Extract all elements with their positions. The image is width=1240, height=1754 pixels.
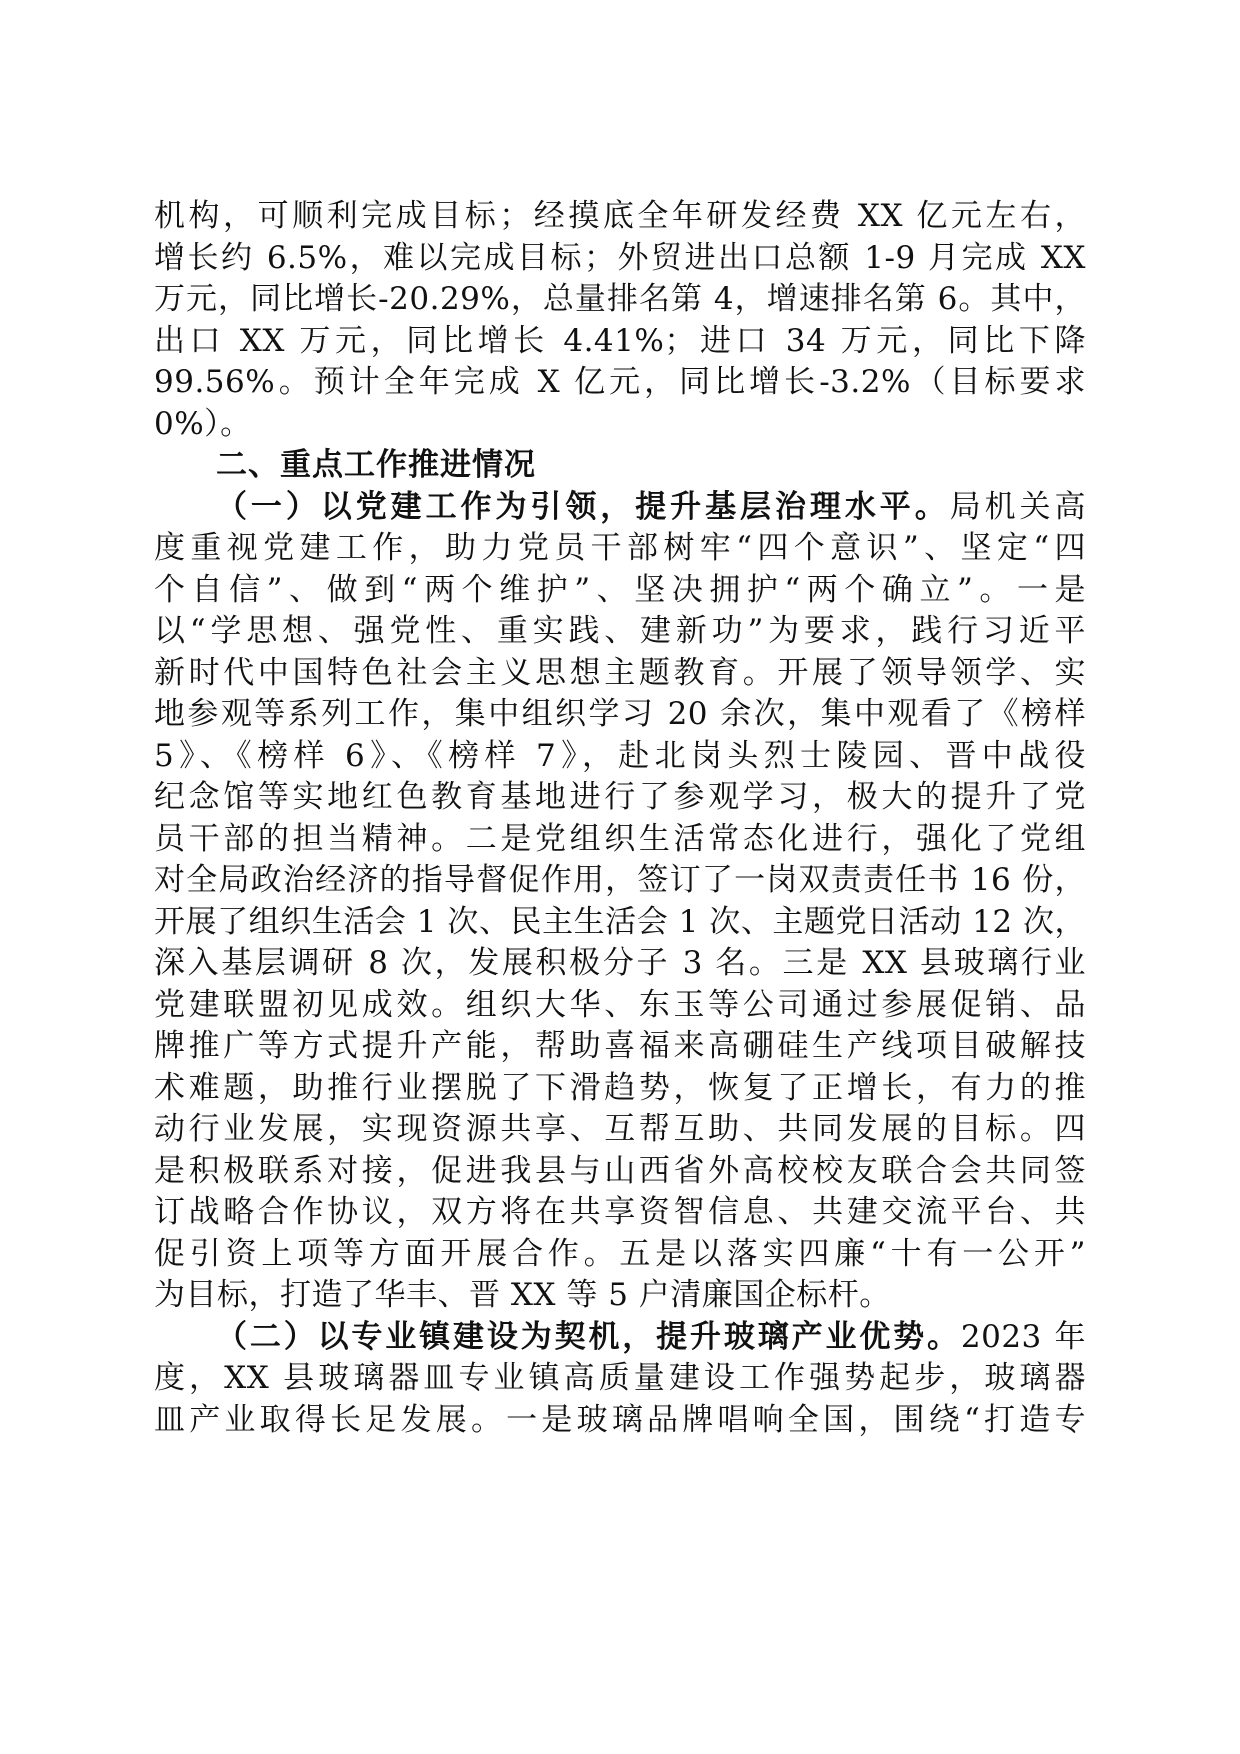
text-line: 是积极联系对接，促进我县与山西省外高校校友联合会共同签: [154, 1152, 1086, 1189]
text-line: 增长约 6.5%，难以完成目标；外贸进出口总额 1-9 月完成 XX: [154, 239, 1086, 276]
text-line: 新时代中国特色社会主义思想主题教育。开展了领导领学、实: [154, 654, 1086, 691]
text-line: 订战略合作协议，双方将在共享资智信息、共建交流平台、共: [154, 1194, 1086, 1230]
text-line: 以“学思想、强党性、重实践、建新功”为要求，践行习近平: [154, 613, 1086, 649]
subsection-title: （二）以专业镇建设为契机，提升玻璃产业优势。: [216, 1318, 961, 1355]
text-line: 皿产业取得长足发展。一是玻璃品牌唱响全国，围绕“打造专: [154, 1401, 1086, 1438]
text-line: 地参观等系列工作，集中组织学习 20 余次，集中观看了《榜样: [154, 696, 1086, 732]
text-line: 深入基层调研 8 次，发展积极分子 3 名。三是 XX 县玻璃行业: [154, 945, 1086, 981]
text-line: 0%）。: [154, 405, 252, 442]
paragraph-economic-indicators: [154, 196, 1086, 445]
text-line: 出口 XX 万元，同比增长 4.41%；进口 34 万元，同比下降: [154, 322, 1086, 359]
text-line: 党建联盟初见成效。组织大华、东玉等公司通过参展促销、品: [154, 986, 1086, 1023]
paragraph-party-building: [154, 487, 1086, 1317]
text-fragment: 2023 年: [960, 1318, 1086, 1355]
section-heading: 二、重点工作推进情况: [216, 447, 536, 483]
text-line: 对全局政治经济的指导督促作用，签订了一岗双责责任书 16 份，: [154, 862, 1086, 898]
text-line: 度，XX 县玻璃器皿专业镇高质量建设工作强势起步，玻璃器: [154, 1360, 1086, 1396]
text-line: 牌推广等方式提升产能，帮助喜福来高硼硅生产线项目破解技: [154, 1028, 1086, 1064]
text-line: 5》、《榜样 6》、《榜样 7》，赴北岗头烈士陵园、晋中战役: [154, 737, 1086, 774]
text-line: 促引资上项等方面开展合作。五是以落实四廉“十有一公开”: [154, 1235, 1086, 1272]
text-line: 99.56%。预计全年完成 X 亿元，同比增长-3.2%（目标要求: [154, 364, 1086, 400]
text-line: 度重视党建工作，助力党员干部树牢“四个意识”、坚定“四: [154, 530, 1086, 566]
text-line: 机构，可顺利完成目标；经摸底全年研发经费 XX 亿元左右，: [154, 198, 1086, 234]
text-line: 纪念馆等实地红色教育基地进行了参观学习，极大的提升了党: [154, 779, 1086, 815]
text-line: 动行业发展，实现资源共享、互帮互助、共同发展的目标。四: [154, 1111, 1086, 1147]
paragraph-glass-industry: [154, 1317, 1086, 1442]
document-page: [154, 196, 1086, 1441]
text-line: 个自信”、做到“两个维护”、坚决拥护“两个确立”。一是: [154, 571, 1086, 608]
text-line: 为目标，打造了华丰、晋 XX 等 5 户清廉国企标杆。: [154, 1277, 891, 1313]
text-fragment: 局机关高: [949, 488, 1086, 525]
text-line: [154, 487, 1086, 529]
subsection-title: （一）以党建工作为引领，提升基层治理水平。: [216, 488, 950, 525]
text-line: 术难题，助推行业摆脱了下滑趋势，恢复了正增长，有力的推: [154, 1069, 1086, 1106]
text-line: [154, 1317, 1086, 1359]
text-line: 员干部的担当精神。二是党组织生活常态化进行，强化了党组: [154, 820, 1086, 857]
text-line: 万元，同比增长-20.29%，总量排名第 4，增速排名第 6。其中，: [154, 281, 1086, 317]
text-line: 开展了组织生活会 1 次、民主生活会 1 次、主题党日活动 12 次，: [154, 903, 1086, 940]
